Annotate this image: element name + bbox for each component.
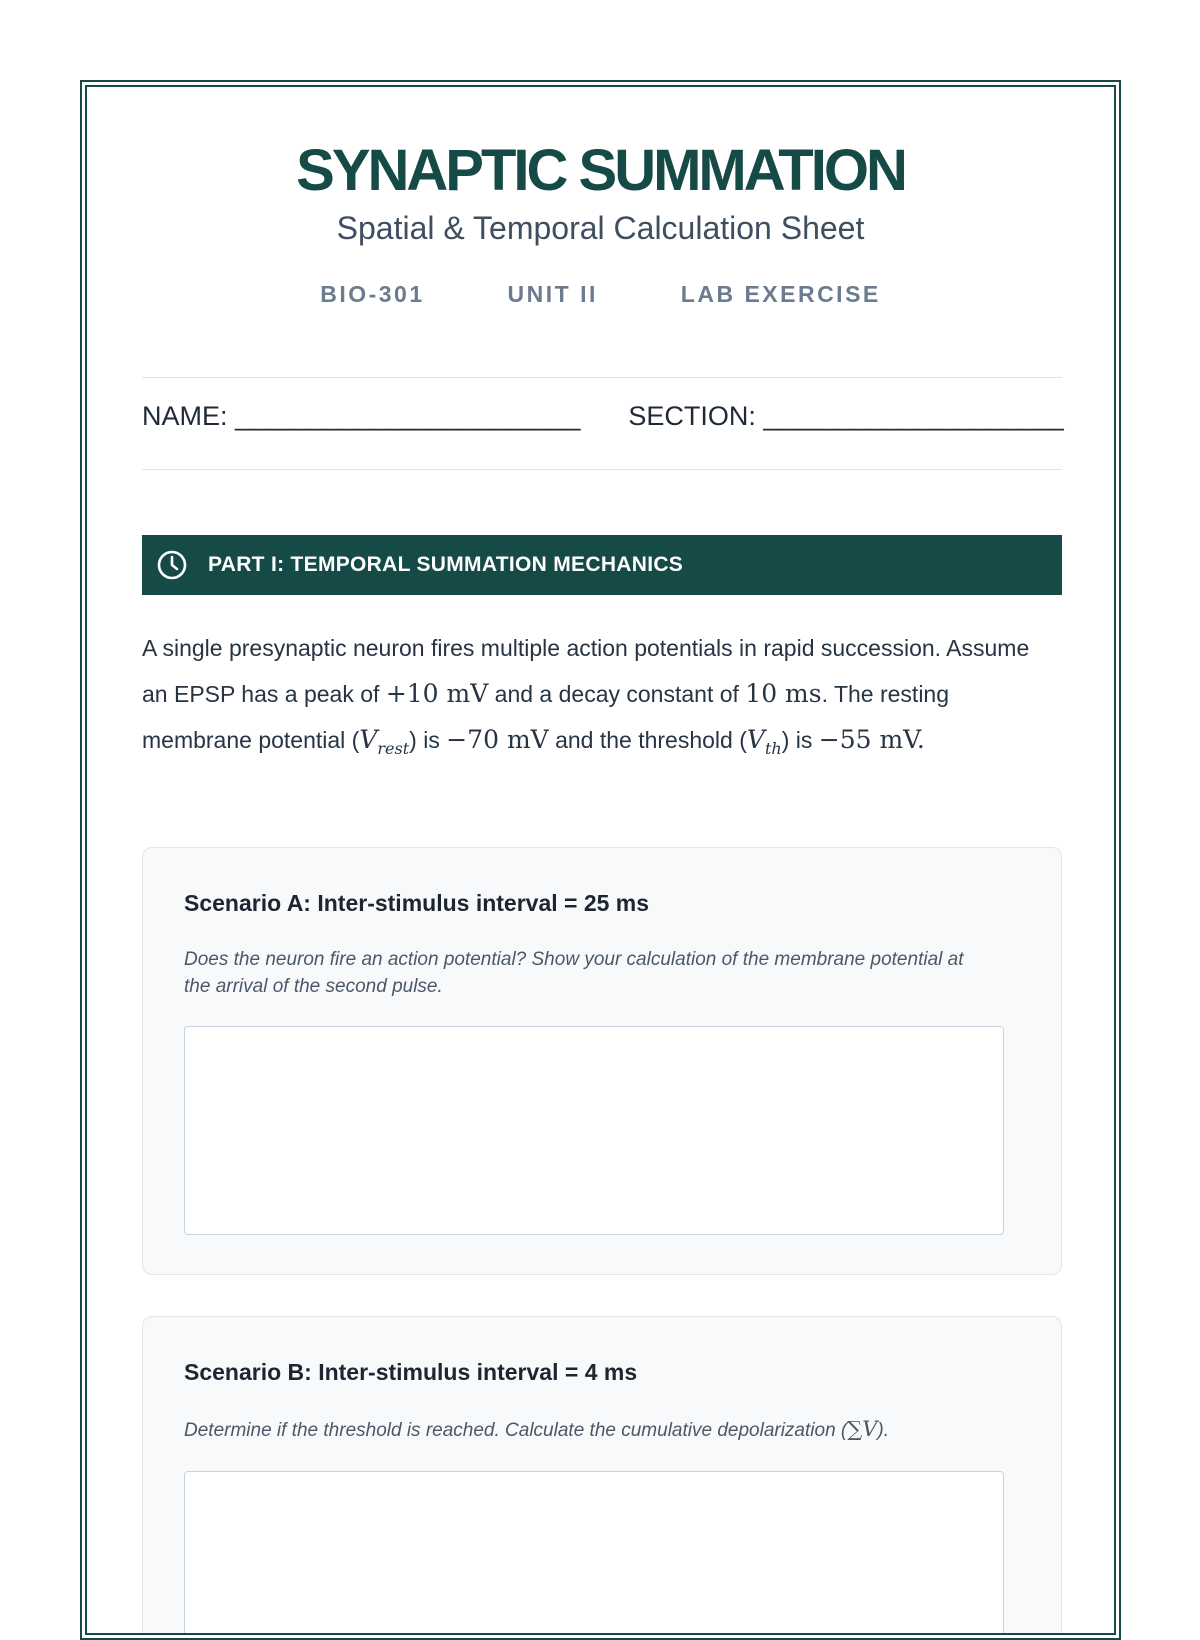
divider-bottom [142, 469, 1062, 470]
worksheet-inner-border [85, 85, 1116, 1635]
course-code: BIO-301 [320, 281, 425, 307]
decay-constant-value: 10 ms [745, 679, 822, 708]
unit-label: UNIT II [507, 281, 598, 307]
scenario-a-prompt: Does the neuron fire an action potential? Show your calculation of the membrane potential at the arrival of the second pulse. [184, 949, 964, 997]
student-info-row [142, 403, 1064, 430]
scenario-a-title: Scenario A: Inter-stimulus interval = 25 ms [184, 890, 650, 916]
scenario-b-prompt: Determine if the threshold is reached. Calculate the cumulative depolarization (∑V). [184, 1417, 890, 1441]
epsp-peak-value: +10 mV [385, 679, 489, 708]
resting-potential-value: −70 mV [446, 725, 549, 754]
worksheet-frame [80, 80, 1121, 1640]
clock-icon [156, 549, 188, 581]
page-subtitle: Spatial & Temporal Calculation Sheet [336, 210, 865, 246]
scenario-a-answer-box[interactable] [184, 1026, 1004, 1235]
problem-statement: A single presynaptic neuron fires multiple action potentials in rapid succession. Assume an EPSP has a peak of +10 mV and a decay constant of 10 ms. The resting membrane potential $(V_{rest})$ is −70 mV and the threshold $(V_{th})$ is −55 mV. [142, 635, 1030, 758]
scenario-b-card [142, 1316, 1062, 1635]
scenario-b-title: Scenario B: Inter-stimulus interval = 4 ms [184, 1359, 638, 1385]
scenario-a-card [142, 847, 1062, 1275]
exercise-type: LAB EXERCISE [680, 281, 881, 307]
divider-top [142, 377, 1062, 378]
name-field[interactable]: NAME: _______________________ [142, 401, 581, 431]
threshold-value: −55 mV. [818, 725, 925, 754]
section-field[interactable]: SECTION: ____________________ [628, 401, 1064, 431]
page-title: SYNAPTIC SUMMATION [296, 138, 905, 203]
summation-symbol: ∑V [847, 1417, 878, 1441]
part-one-heading: PART I: TEMPORAL SUMMATION MECHANICS [208, 553, 684, 576]
course-meta-row [87, 283, 1114, 306]
part-one-header [142, 535, 1062, 595]
scenario-b-answer-box[interactable] [184, 1471, 1004, 1635]
